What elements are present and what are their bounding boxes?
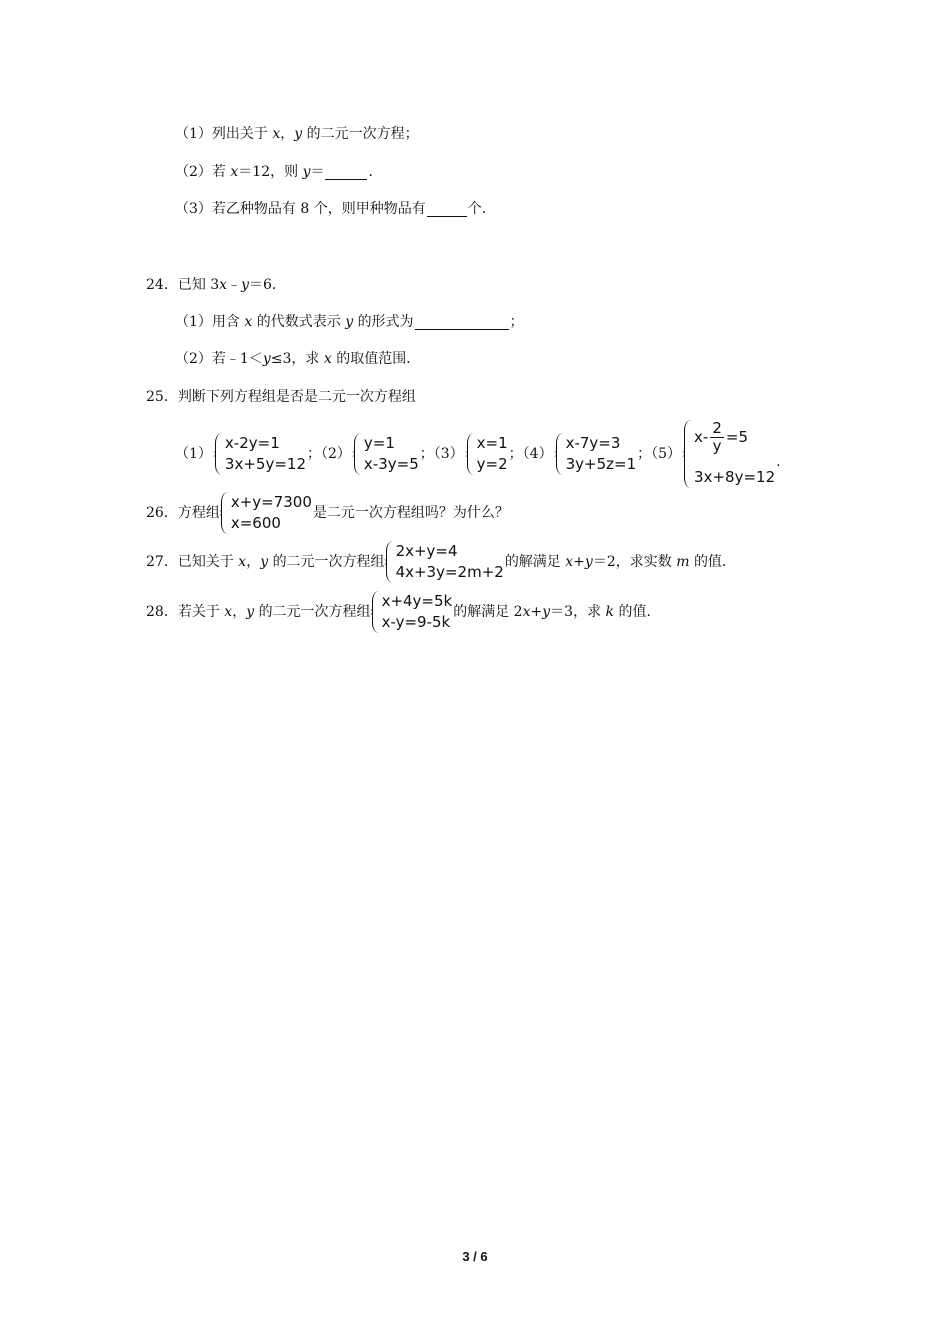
q25-stem — [146, 387, 416, 407]
denominator: y — [712, 437, 722, 455]
q25-systems — [175, 420, 781, 488]
equation: 3x+8y=12 — [694, 468, 776, 486]
brace — [372, 591, 380, 633]
var-y: y — [294, 126, 303, 142]
fraction — [710, 420, 724, 455]
answer-blank — [415, 315, 509, 330]
var-y: y — [584, 554, 593, 570]
var-y: y — [542, 604, 551, 620]
text: + — [530, 604, 543, 620]
q24-stem — [146, 275, 286, 295]
text: 24．已知 3 — [146, 277, 220, 293]
text: ． — [368, 164, 383, 180]
var-y: y — [262, 351, 271, 367]
var-y: y — [260, 554, 269, 570]
item-label: ；（2） — [307, 446, 351, 462]
text: （2）若﹣1＜ — [175, 351, 263, 367]
var-y: y — [345, 314, 354, 330]
q23-part1 — [175, 124, 419, 144]
equation-system-1 — [213, 433, 306, 475]
text: =5 — [725, 428, 749, 446]
item-label: ；（3） — [419, 446, 464, 462]
var-y: y — [302, 164, 311, 180]
var-y: y — [241, 277, 249, 293]
var-x: x — [244, 314, 253, 330]
var-x: x — [224, 604, 233, 620]
equation: y=2 — [476, 455, 508, 473]
brace — [386, 541, 394, 583]
text: 的代数式表示 — [256, 314, 341, 330]
equation-system-2 — [352, 433, 419, 475]
text: ； — [509, 314, 524, 330]
text: 25．判断下列方程组是否是二元一次方程组 — [146, 389, 416, 405]
text: ＝3，求 — [550, 604, 602, 620]
brace — [684, 420, 692, 488]
text: 是二元一次方程组吗？为什么？ — [312, 505, 509, 521]
equation: 4x+3y=2m+2 — [395, 563, 504, 581]
var-k: k — [605, 604, 615, 620]
item-label: ；（5） — [637, 446, 682, 462]
text: . — [776, 454, 781, 470]
equation: x-y=9-5k — [381, 613, 451, 631]
brace — [467, 433, 475, 475]
equation: x=1 — [476, 434, 508, 452]
text: 的二元一次方程组 — [272, 554, 385, 570]
equation-system-4 — [554, 433, 637, 475]
text: 的取值范围． — [336, 351, 421, 367]
q28 — [146, 590, 660, 634]
var-x: x — [522, 604, 531, 620]
text: 个． — [467, 201, 496, 217]
text: 28．若关于 — [146, 604, 220, 620]
equation: 2x+y=4 — [395, 542, 458, 560]
text: 26．方程组 — [146, 505, 220, 521]
text: （1）用含 — [175, 314, 240, 330]
q24-part1 — [175, 312, 524, 332]
text: 的二元一次方程； — [306, 126, 419, 142]
text: 的二元一次方程组 — [258, 604, 371, 620]
var-x: x — [323, 351, 332, 367]
equation: 3x+5y=12 — [224, 455, 306, 473]
text: ， — [246, 554, 261, 570]
equation — [694, 420, 775, 455]
answer-blank — [427, 202, 467, 217]
text: 27．已知关于 — [146, 554, 234, 570]
equation: x+4y=5k — [381, 592, 453, 610]
item-label: ；（4） — [508, 446, 553, 462]
item-label: （1） — [175, 446, 212, 462]
equation: x-7y=3 — [565, 434, 621, 452]
brace — [556, 433, 564, 475]
equation-system — [386, 541, 504, 583]
text: （3）若乙种物品有 8 个，则甲种物品有 — [175, 201, 426, 217]
text: ＝12，则 — [238, 164, 299, 180]
q24-part2 — [175, 349, 420, 369]
text: ＝ — [310, 164, 325, 180]
page-number: 3 / 6 — [462, 1249, 488, 1264]
text: ＝6． — [249, 277, 286, 293]
equation-system — [372, 591, 453, 633]
equation-system-5 — [682, 420, 775, 488]
text: ＝2，求实数 — [592, 554, 672, 570]
text: + — [573, 554, 585, 570]
q23-part2 — [175, 162, 382, 182]
equation-system-3 — [465, 433, 508, 475]
var-y: y — [246, 604, 255, 620]
var-x: x — [219, 277, 228, 293]
brace — [354, 433, 362, 475]
var-x: x — [565, 554, 574, 570]
text: 的解满足 — [504, 554, 561, 570]
equation: x+y=7300 — [230, 493, 312, 511]
numerator: 2 — [712, 419, 722, 437]
text: （1）列出关于 — [175, 126, 268, 142]
equation: x-3y=5 — [363, 455, 419, 473]
text: 的值． — [693, 554, 736, 570]
text: ， — [280, 126, 295, 142]
brace — [221, 492, 229, 534]
equation: x-2y=1 — [224, 434, 280, 452]
text: 的解满足 2 — [453, 604, 523, 620]
var-m: m — [676, 554, 690, 570]
q23-part3 — [175, 199, 496, 219]
var-x: x — [272, 126, 281, 142]
text: 的形式为 — [357, 314, 414, 330]
answer-blank — [325, 165, 367, 180]
text: （2）若 — [175, 164, 226, 180]
q26 — [146, 491, 509, 535]
var-x: x — [238, 554, 247, 570]
text: 的值． — [618, 604, 661, 620]
equation: 3y+5z=1 — [565, 455, 637, 473]
text: ， — [232, 604, 247, 620]
text: ≤3，求 — [270, 351, 320, 367]
equation: x=600 — [230, 514, 281, 532]
text: ﹣ — [227, 277, 242, 293]
q27 — [146, 540, 736, 584]
var-x: x — [230, 164, 239, 180]
equation: y=1 — [363, 434, 395, 452]
text: x- — [694, 428, 709, 446]
equation-system — [221, 492, 312, 534]
brace — [215, 433, 223, 475]
